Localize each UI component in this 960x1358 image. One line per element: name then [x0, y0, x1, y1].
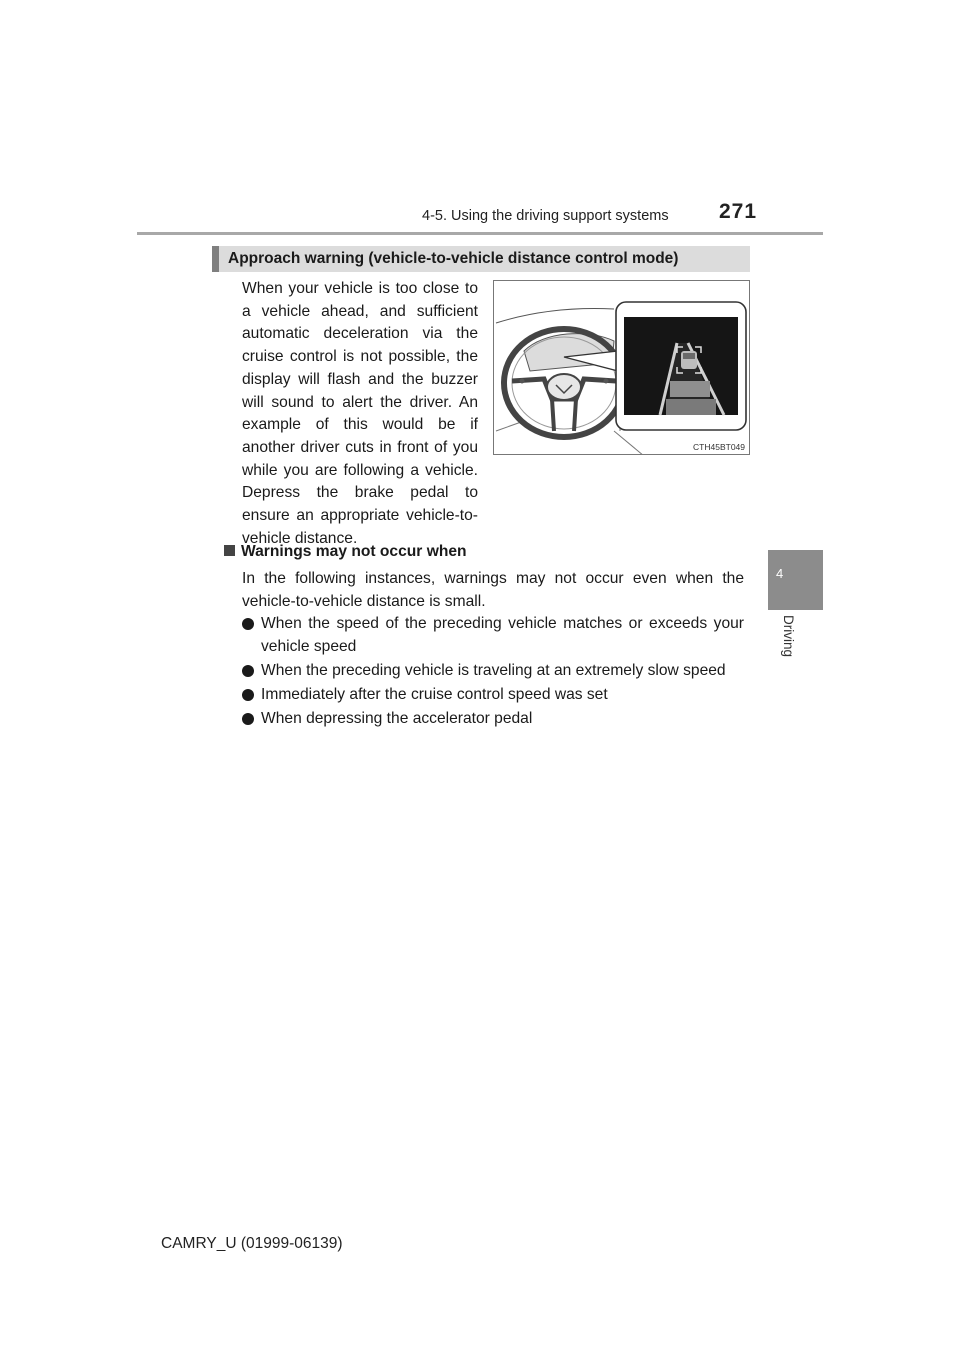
header-section-title: 4-5. Using the driving support systems	[422, 208, 669, 224]
bullet-dot-icon	[242, 665, 254, 677]
steering-wheel-display-drawing	[494, 281, 750, 455]
bullet-dot-icon	[242, 713, 254, 725]
subsection-heading	[224, 543, 467, 561]
list-item	[242, 708, 744, 731]
figure-code: CTH45BT049	[693, 442, 745, 452]
list-item-text: Immediately after the cruise control speed was set	[261, 686, 608, 704]
subsection-lead-text: In the following instances, warnings may not occur even when the vehicle-to-vehicle distance is small.	[242, 570, 744, 610]
list-item	[242, 684, 744, 707]
document-code: CAMRY_U (01999-06139)	[161, 1235, 343, 1252]
list-item	[242, 660, 744, 683]
dashboard-illustration	[493, 280, 750, 455]
chapter-number: 4	[776, 566, 784, 581]
square-bullet-icon	[224, 545, 235, 556]
section-heading: Approach warning (vehicle-to-vehicle distance control mode)	[228, 250, 679, 267]
section-intro-text: When your vehicle is too close to a vehicle ahead, and sufficient automatic deceleration via the cruise control is not possible, the display will flash and the buzzer will sound to alert the driver. An example of this would be if another driver cuts in front of you while you are following a vehicle. Depress the brake pedal to ensure an appropriate vehicle-to-vehicle distance.	[242, 280, 478, 547]
page-number: 271	[719, 200, 758, 223]
bullet-dot-icon	[242, 689, 254, 701]
chapter-label-area	[768, 615, 823, 675]
section-heading-bar	[212, 246, 750, 272]
bullet-dot-icon	[242, 618, 254, 630]
subsection-heading-text: Warnings may not occur when	[241, 543, 467, 560]
warning-conditions-list	[242, 613, 744, 733]
chapter-tab	[768, 550, 823, 610]
list-item-text: When the preceding vehicle is traveling at an extremely slow speed	[261, 661, 726, 679]
list-item-text: When depressing the accelerator pedal	[261, 710, 533, 728]
header-divider	[137, 232, 823, 235]
list-item	[242, 613, 744, 658]
list-item-text: When the speed of the preceding vehicle matches or exceeds your vehicle speed	[261, 615, 744, 655]
chapter-label: Driving	[781, 615, 796, 658]
